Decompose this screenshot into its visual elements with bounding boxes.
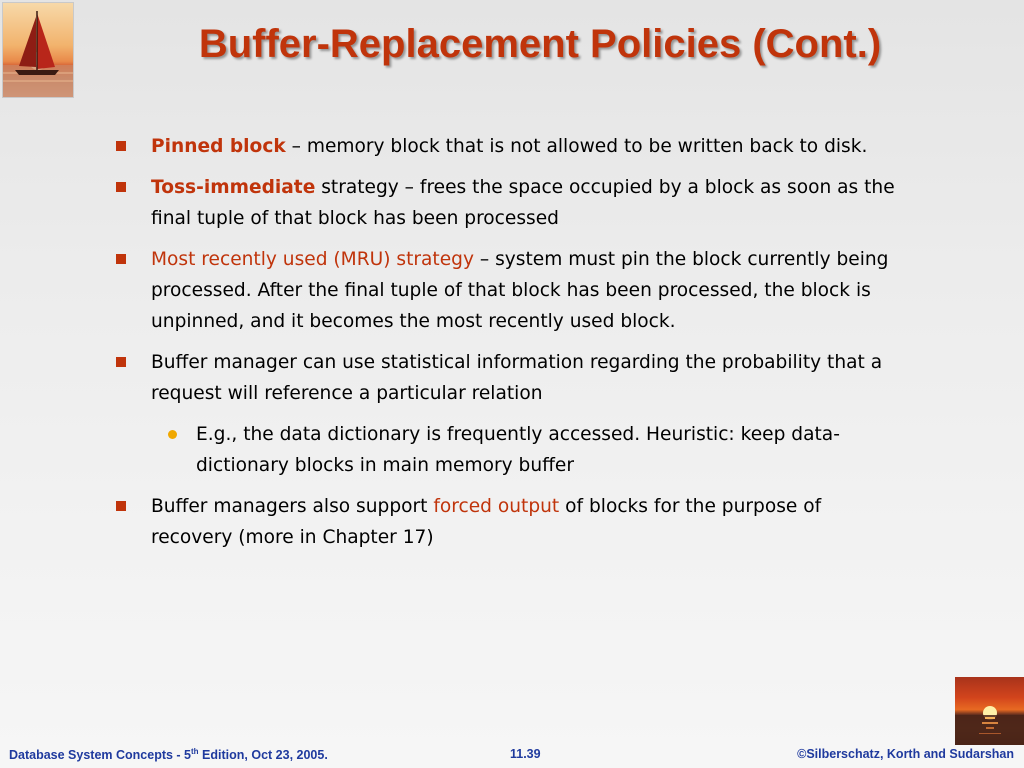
bullet-text: – system must pin the block currently being processed. After the final tuple of that block has been processed, the block is unpinned, and it becomes the most recently used block. — [151, 249, 889, 332]
sunset-logo-icon — [955, 677, 1024, 745]
footer-book-info — [9, 747, 328, 762]
square-bullet-icon — [116, 254, 126, 264]
footer-book-suffix: Edition, Oct 23, 2005. — [198, 748, 328, 762]
bullet-text: E.g., the data dictionary is frequently accessed. Heuristic: keep data-dictionary blocks in main memory buffer — [196, 424, 840, 476]
slide-content — [116, 131, 906, 563]
term-mru-strategy: Most recently used (MRU) strategy — [151, 249, 474, 270]
bullet-mru-strategy — [116, 244, 906, 337]
term-toss-immediate: Toss-immediate — [151, 177, 316, 198]
dot-bullet-icon — [168, 430, 177, 439]
term-forced-output: forced output — [433, 496, 560, 517]
bullet-text: of blocks for the purpose of recovery (more in Chapter 17) — [151, 496, 822, 548]
square-bullet-icon — [116, 501, 126, 511]
sub-bullet-data-dictionary — [116, 419, 906, 481]
bullet-text: Buffer manager can use statistical information regarding the probability that a request will reference a particular relation — [151, 352, 883, 404]
square-bullet-icon — [116, 357, 126, 367]
footer-copyright: ©Silberschatz, Korth and Sudarshan — [797, 747, 1014, 761]
square-bullet-icon — [116, 182, 126, 192]
footer-page-number: 11.39 — [510, 747, 541, 761]
bullet-toss-immediate — [116, 172, 906, 234]
bullet-text: – memory block that is not allowed to be written back to disk. — [285, 136, 868, 157]
bullet-pinned-block — [116, 131, 906, 162]
slide-title: Buffer-Replacement Policies (Cont.) — [198, 22, 882, 66]
bullet-forced-output — [116, 491, 906, 553]
slide-footer — [0, 747, 1024, 763]
bullet-statistical-info — [116, 347, 906, 409]
square-bullet-icon — [116, 141, 126, 151]
term-pinned-block: Pinned block — [151, 136, 286, 157]
bullet-text: strategy – frees the space occupied by a block as soon as the final tuple of that block has been processed — [151, 177, 895, 229]
footer-book-prefix: Database System Concepts - 5 — [9, 748, 192, 762]
bullet-text: Buffer managers also support — [151, 496, 434, 517]
footer-book-sup: th — [191, 747, 199, 756]
